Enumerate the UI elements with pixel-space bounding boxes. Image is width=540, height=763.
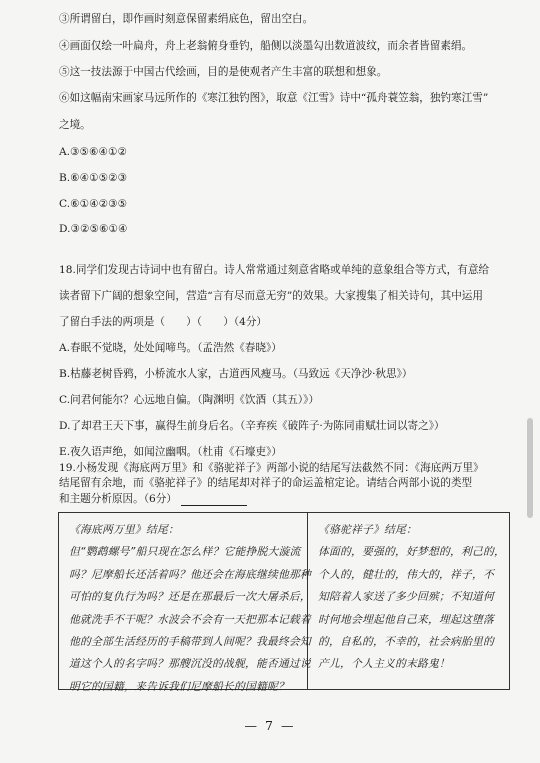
sentence-3: ③所谓留白，即作画时刻意保留素绢底色，留出空白。 <box>59 13 314 25</box>
q18-option-a: A.春眠不觉晓，处处闻啼鸟。（孟浩然《春晓》） <box>59 342 282 354</box>
option-d: D.③②⑤⑥①④ <box>59 223 128 235</box>
page-number: — 7 — <box>244 718 296 733</box>
novel-endings-table <box>58 512 510 693</box>
left-cell-line: 可怕的复仇行为吗？还是在那最后一次大屠杀后， <box>69 590 311 604</box>
left-cell <box>59 513 311 693</box>
left-cell-line: 明它的国籍，来告诉我们尼摩船长的国籍呢？ <box>69 679 289 693</box>
q18-option-b: B.枯藤老树昏鸦，小桥流水人家，古道西风瘦马。（马致远《天净沙·秋思》） <box>59 368 413 380</box>
right-cell-line: 时何地会埋起他自己来，埋起这堕落 <box>318 612 494 626</box>
q18-option-c: C.问君何能尔？心远地自偏。（陶渊明《饮酒（其五）》） <box>59 394 320 406</box>
left-cell-line: 他的全部生活经历的手稿带到人间呢？我最终会知 <box>69 634 311 648</box>
right-cell-line: 产儿，个人主义的末路鬼！ <box>318 657 450 671</box>
question-18-line3: 了留白手法的两项是（ ）（ ）（4分） <box>59 316 268 328</box>
sentence-5: ⑤这一技法源于中国古代绘画，目的是使观者产生丰富的联想和想象。 <box>59 66 388 78</box>
option-a: A.③⑤⑥④①② <box>59 146 128 158</box>
question-19: 19.小杨发现《海底两万里》和《骆驼祥子》两部小说的结尾写法截然不同：《海底两万里》 <box>59 462 484 474</box>
right-cell <box>308 513 509 689</box>
q18-option-e: E.夜久语声绝，如闻泣幽咽。（杜甫《石壕吏》） <box>59 446 282 458</box>
option-b: B.⑥④①⑤②③ <box>59 172 128 184</box>
left-cell-line: 他就洗手不干呢？水波会不会有一天把那本记载着 <box>69 612 311 626</box>
right-cell-line: 体面的，要强的，好梦想的，利己的， <box>318 545 505 559</box>
right-cell-line: 《骆驼祥子》结尾： <box>318 523 417 536</box>
left-cell-line: 但“鹦鹉螺号”船只现在怎么样？它能挣脱大漩流 <box>69 545 301 559</box>
right-cell-line: 个人的，健壮的，伟大的，祥子，不 <box>318 567 494 581</box>
scrollbar[interactable] <box>527 418 533 518</box>
sentence-4: ④画面仅绘一叶扁舟，舟上老翁俯身垂钓，船侧以淡墨勾出数道波纹，而余者皆留素绢。 <box>59 40 473 52</box>
left-cell-line: 《海底两万里》结尾： <box>69 523 179 536</box>
sentence-6: ⑥如这幅南宋画家马远所作的《寒江独钓图》，取意《江雪》诗中“孤舟蓑笠翁，独钓寒江雪” <box>59 92 489 104</box>
left-cell-line: 吗？尼摩船长还活着吗？他还会在海底继续他那种 <box>69 567 311 581</box>
sentence-6-cont: 之境。 <box>59 119 91 131</box>
question-18: 18.同学们发现古诗词中也有留白。诗人常常通过刻意省略或单纯的意象组合等方式，有意给 <box>59 264 490 276</box>
question-19-line3: 和主题分析原因。（6分） <box>59 492 500 506</box>
option-c: C.⑥①④②③⑤ <box>59 198 128 210</box>
left-cell-line: 道这个人的名字吗？那艘沉没的战舰，能否通过说 <box>69 657 311 671</box>
q18-option-d: D.了却君王天下事，赢得生前身后名。（辛弃疾《破阵子·为陈同甫赋壮词以寄之》） <box>59 420 445 432</box>
right-cell-line: 的，自私的，不幸的，社会病胎里的 <box>318 634 494 648</box>
question-18-line2: 读者留下广阔的想象空间，营造“言有尽而意无穷”的效果。大家搜集了相关诗句，其中运用 <box>59 290 483 302</box>
question-19-line2: 结尾留有余地，而《骆驼祥子》的结尾却对祥子的命运盖棺定论。请结合两部小说的类型 <box>59 477 473 489</box>
answer-blank[interactable] <box>181 495 247 506</box>
right-cell-line: 知陪着人家送了多少回殡；不知道何 <box>318 590 494 604</box>
